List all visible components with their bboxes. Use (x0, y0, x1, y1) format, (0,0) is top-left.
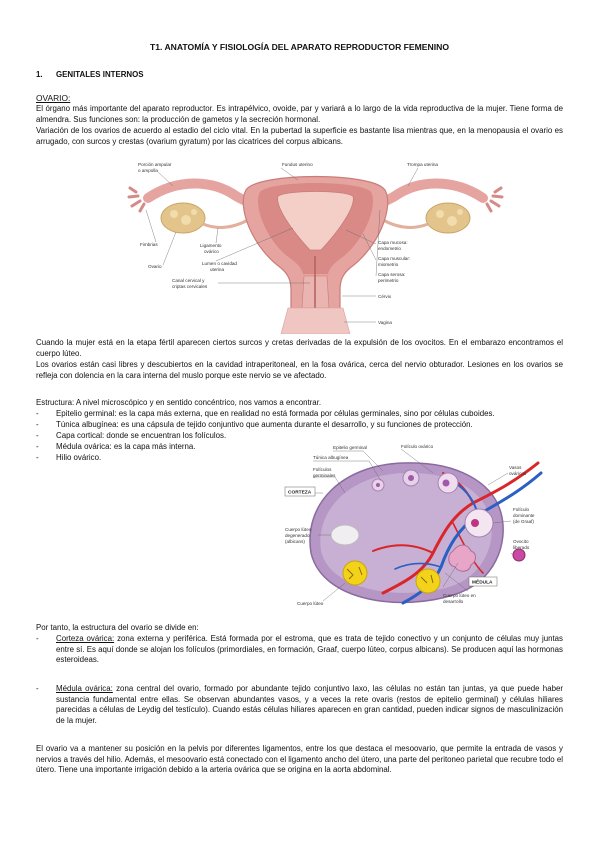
corpus-albicans (331, 525, 359, 545)
list-item-text: Capa cortical: donde se encuentran los folículos. (56, 431, 227, 440)
label-vasos: Vasos (509, 465, 522, 470)
left-fimbriae (129, 188, 144, 211)
section-heading-text: GENITALES INTERNOS (56, 70, 144, 79)
paragraph-ovarios-libres: Los ovarios están casi libres y descubiertos en la cavidad intraperitoneal, en la fosa ovárica, cerca del nervio obturador. Lesiones en los ovarios se refleja con dolencia en la cara interna del muslo porque este nervio se ve afectado. (36, 360, 563, 380)
label-miometrio: miometrio (378, 262, 399, 267)
estructura-intro: Estructura: A nivel microscópico y en sentido concéntrico, nos vamos a encontrar. (36, 398, 322, 407)
list-item: - Médula ovárica: es la capa más interna. (36, 442, 196, 451)
label-degenerado: degenerado (285, 533, 310, 538)
list-item: - Epitelio germinal: es la capa más externa, que en realidad no está formada por células germinales, sino por células cuboides. (36, 409, 495, 418)
label-ovarico: ovárico (204, 249, 219, 254)
label-germinales: germinales (313, 473, 336, 478)
list-item: - Hilio ovárico. (36, 453, 102, 462)
intro-paragraph-1: El órgano más importante del aparato reproductor. Es intrapélvico, ovoide, par y variará a lo largo de la vida reproductiva de la mujer. Tiene forma de almendra. Sus funciones son: la producción de gametos y la secreción hormonal. (36, 104, 563, 124)
label-tunica: Túnica albugínea (313, 455, 349, 460)
final-paragraph: El ovario va a mantener su posición en la pelvis por diferentes ligamentos, entre los que destaca el mesoovario, que permite la entrada de vasos y nervios a través del hilio. Además, el mesoovario está conectado con el ligamento ancho del útero, una parte del peritoneo parietal que recubre todo el útero. Tiene una importante irrigación debido a la arteria ovárica que se origina en la aorta abdominal. (36, 744, 563, 775)
list-item: - Túnica albugínea: es una cápsula de tejido conjuntivo que aumenta durante el desarrollo, y su funciones de protección. (36, 420, 473, 429)
list-item: - Capa cortical: donde se encuentran los folículos. (36, 431, 227, 440)
label-serosa: Capa serosa: (378, 272, 406, 277)
corpus-luteum (343, 561, 367, 585)
list-item-corteza: - Corteza ovárica: zona externa y periférica. Está formada por el estroma, que es trata de tejido conectivo y un conjunto de células muy juntas entre sí. Es aquí donde se alojan los folículos (primordiales, en formación, Graaf, cuerpo lúteo, corpus albicans). Se producen aquí las hormonas esteroideas. (36, 634, 563, 665)
label-foliculo-ovarico: Folículo ovárico (401, 444, 434, 449)
label-cl-desarrollo: Cuerpo lúteo en (443, 593, 476, 598)
division-intro: Por tanto, la estructura del ovario se divide en: (36, 623, 199, 632)
label-criptas: criptas cervicales (172, 284, 208, 289)
list-item-text: Médula ovárica: es la capa más interna. (56, 442, 196, 451)
label-medula: MÉDULA (472, 580, 493, 586)
text-medula: zona central del ovario, formado por abundante tejido conjuntivo laxo, las células no están tan juntas, ya que puede haber sustancia fundamental entre ellas. Se observan abundantes vasos, y a veces la rete ovaris (restos de epitelio germinal) y células hiliares parecidas a células de Leydig del testículo). Cuando estás células hiliares aparecen en gran cantidad, pueden indicar signos de masculinización de la mujer. (56, 684, 563, 725)
label-mucosa: Capa mucosa: (378, 240, 408, 245)
right-fimbriae (487, 188, 502, 211)
list-item-medula: - Médula ovárica: zona central del ovario, formado por abundante tejido conjuntivo laxo, las células no están tan juntas, ya que puede haber sustancia fundamental entre ellas. Se observan abundantes vasos, y a veces la rete ovaris (restos de epitelio germinal) y células hiliares parecidas a células de Leydig del testículo). Cuando estás células hiliares aparecen en gran cantidad, pueden indicar signos de masculinización de la mujer. (36, 684, 563, 725)
section-heading (36, 70, 144, 79)
ovario-heading: OVARIO: (36, 93, 71, 103)
label-lumen: Lumen o cavidad (202, 261, 237, 266)
label-graaf: (de Graaf) (513, 519, 534, 524)
intro-paragraph-2: Variación de los ovarios de acuerdo al estadio del ciclo vital. En la pubertad la superficie es bastante lisa mientras que, en la menopausia el ovario es arrugado, con surcos y crestas (ovarium gyratum) por las cicatrices del corpus albicans. (36, 126, 563, 146)
label-muscular: Capa muscular: (378, 256, 411, 261)
page-title: T1. ANATOMÍA Y FISIOLOGÍA DEL APARATO REPRODUCTOR FEMENINO (149, 42, 450, 52)
label-ligamento: Ligamento (200, 243, 222, 248)
corpus-luteum-developing (416, 569, 440, 593)
label-fundus: Fundus uterino (282, 162, 313, 167)
label-foliculo-dom: Folículo (513, 507, 530, 512)
label-dominante: dominante (513, 513, 535, 518)
text-corteza: zona externa y periférica. Está formada por el estroma, que es trata de tejido conectivo y un conjunto de células muy juntas entre sí. Es aquí donde se alojan los folículos (primordiales, en formación, Graaf, cuerpo lúteo, corpus albicans). Se producen aquí las hormonas esteroideas. (56, 634, 563, 665)
label-perimetrio: perimetrio (378, 278, 399, 283)
term-corteza: Corteza ovárica: (56, 634, 115, 643)
label-cuerpo-luteo: Cuerpo lúteo (297, 601, 324, 606)
list-item-text: Túnica albugínea: es una cápsula de tejido conjuntivo que aumenta durante el desarrollo, y su funciones de protección. (56, 420, 473, 429)
label-epitelio: Epitelio germinal (333, 445, 367, 450)
label-ovario: Ovario (148, 264, 162, 269)
list-item-text: Hilio ovárico. (56, 453, 102, 462)
ovary-structure-figure (283, 443, 553, 618)
section-number: 1. (36, 70, 43, 79)
label-cuerpo-deg: Cuerpo lúteo (285, 527, 312, 532)
label-cervix: Cérvix (378, 294, 392, 299)
term-medula: Médula ovárica: (56, 684, 113, 693)
list-item-text: Epitelio germinal: es la capa más externa, que en realidad no está formada por células germinales, sino por células cuboides. (56, 409, 495, 418)
label-vagina: Vagina (378, 320, 392, 325)
label-canal: Canal cervical y (172, 278, 205, 283)
label-ovaricos: ováricos (509, 471, 527, 476)
label-ampolla: o ampolla (138, 168, 158, 173)
label-ovocito: Ovocito (513, 539, 529, 544)
label-trompa: Trompa uterina (407, 162, 438, 167)
label-liberado: liberado (513, 545, 530, 550)
released-ovocyte (513, 549, 525, 561)
label-desarrollo: desarrollo (443, 599, 464, 604)
label-fimbrias: Fimbrias (140, 242, 158, 247)
label-uterina: uterina (210, 267, 225, 272)
label-corteza: CORTEZA (288, 490, 312, 496)
vagina (281, 308, 350, 334)
label-foliculos: Folículos (313, 467, 332, 472)
paragraph-fertil: Cuando la mujer está en la etapa fértil aparecen ciertos surcos y cretas derivadas de la expulsión de los ovocitos. En el embarazo encontramos el cuerpo lúteo. (36, 338, 563, 358)
label-endometrio: endometrio (378, 246, 401, 251)
label-albicans: (albicans) (285, 539, 305, 544)
uterus-anatomy-figure (118, 158, 513, 334)
label-porcion: Porción ampular (138, 162, 172, 167)
